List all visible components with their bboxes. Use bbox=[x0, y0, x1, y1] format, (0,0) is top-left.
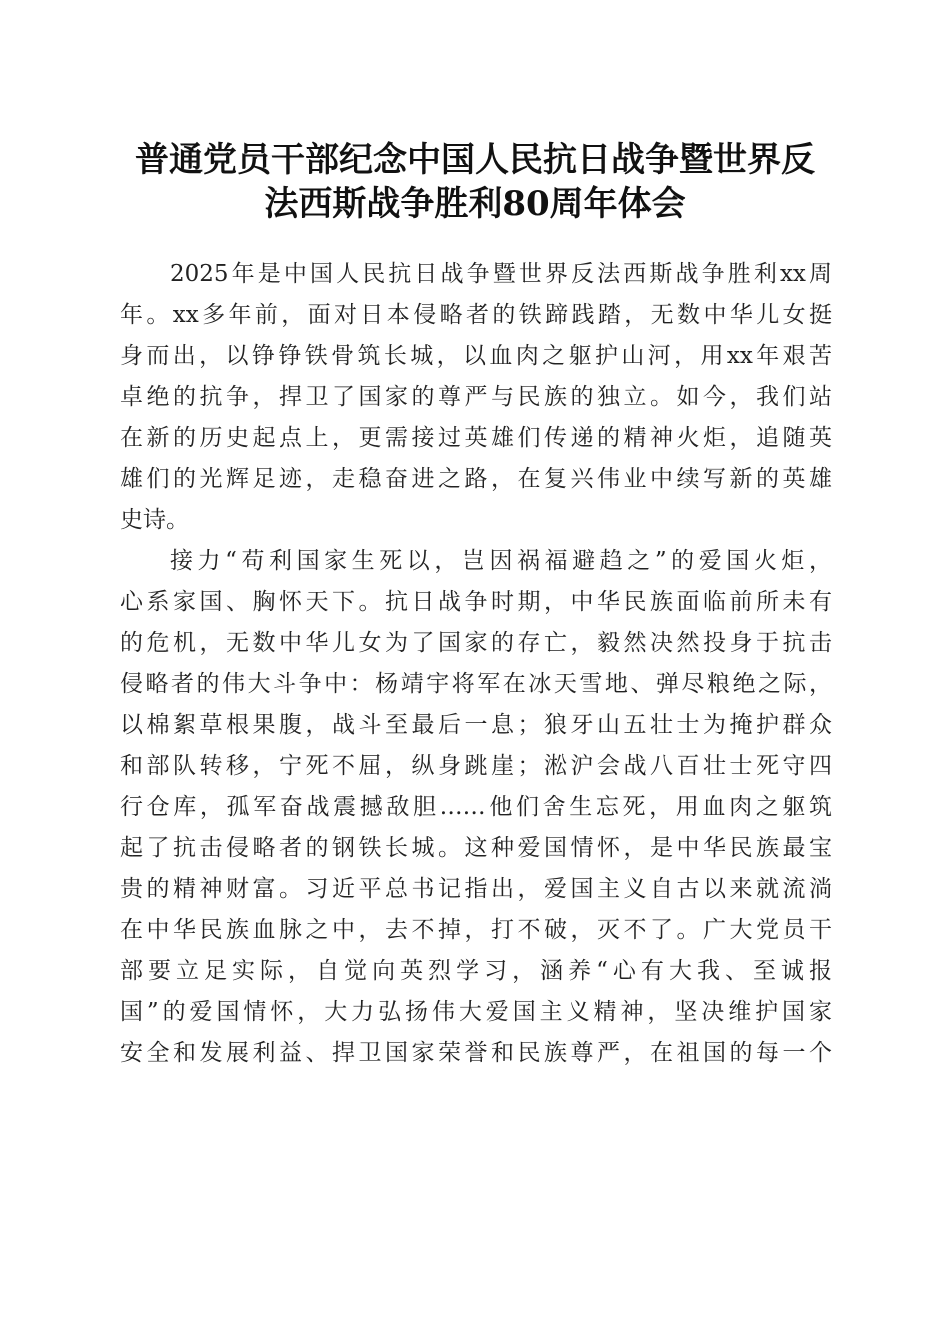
paragraph-line: 心系家国、胸怀天下。抗日战争时期，中华民族面临前所未有 bbox=[120, 589, 832, 615]
title-line-1: 普通党员干部纪念中国人民抗日战争暨世界反 bbox=[135, 140, 815, 180]
paragraph-line: 的危机，无数中华儿女为了国家的存亡，毅然决然投身于抗击 bbox=[120, 630, 832, 656]
paragraph-line: 侵略者的伟大斗争中：杨靖宇将军在冰天雪地、弹尽粮绝之际， bbox=[120, 671, 832, 697]
paragraph-line: 部要立足实际，自觉向英烈学习，涵养“心有大我、至诚报 bbox=[120, 958, 832, 984]
paragraph-line: 年。xx多年前，面对日本侵略者的铁蹄践踏，无数中华儿女挺 bbox=[120, 302, 832, 328]
paragraph-line: 卓绝的抗争，捍卫了国家的尊严与民族的独立。如今，我们站 bbox=[120, 384, 832, 410]
document-body bbox=[120, 254, 832, 1074]
paragraph-line: 国”的爱国情怀，大力弘扬伟大爱国主义精神，坚决维护国家 bbox=[120, 999, 832, 1025]
document-title bbox=[100, 138, 850, 226]
paragraph-line: 行仓库，孤军奋战震撼敌胆……他们舍生忘死，用血肉之躯筑 bbox=[120, 794, 832, 820]
paragraph-line: 安全和发展利益、捍卫国家荣誉和民族尊严，在祖国的每一个 bbox=[120, 1040, 832, 1066]
title-line-2: 法西斯战争胜利80周年体会 bbox=[264, 184, 686, 224]
paragraph-2 bbox=[120, 541, 832, 1074]
paragraph-line: 在新的历史起点上，更需接过英雄们传递的精神火炬，追随英 bbox=[120, 425, 832, 451]
paragraph-line: 雄们的光辉足迹，走稳奋进之路，在复兴伟业中续写新的英雄 bbox=[120, 466, 832, 492]
paragraph-line: 在中华民族血脉之中，去不掉，打不破，灭不了。广大党员干 bbox=[120, 917, 832, 943]
paragraph-line: 起了抗击侵略者的钢铁长城。这种爱国情怀，是中华民族最宝 bbox=[120, 835, 832, 861]
paragraph-line: 2025年是中国人民抗日战争暨世界反法西斯战争胜利xx周 bbox=[170, 261, 832, 287]
paragraph-line: 和部队转移，宁死不屈，纵身跳崖；淞沪会战八百壮士死守四 bbox=[120, 753, 832, 779]
paragraph-1 bbox=[120, 254, 832, 541]
paragraph-line: 以棉絮草根果腹，战斗至最后一息；狼牙山五壮士为掩护群众 bbox=[120, 712, 832, 738]
paragraph-line: 身而出，以铮铮铁骨筑长城，以血肉之躯护山河，用xx年艰苦 bbox=[120, 343, 832, 369]
paragraph-line: 贵的精神财富。习近平总书记指出，爱国主义自古以来就流淌 bbox=[120, 876, 832, 902]
paragraph-line: 史诗。 bbox=[120, 507, 189, 533]
paragraph-line: 接力“苟利国家生死以，岂因祸福避趋之”的爱国火炬， bbox=[170, 548, 832, 574]
